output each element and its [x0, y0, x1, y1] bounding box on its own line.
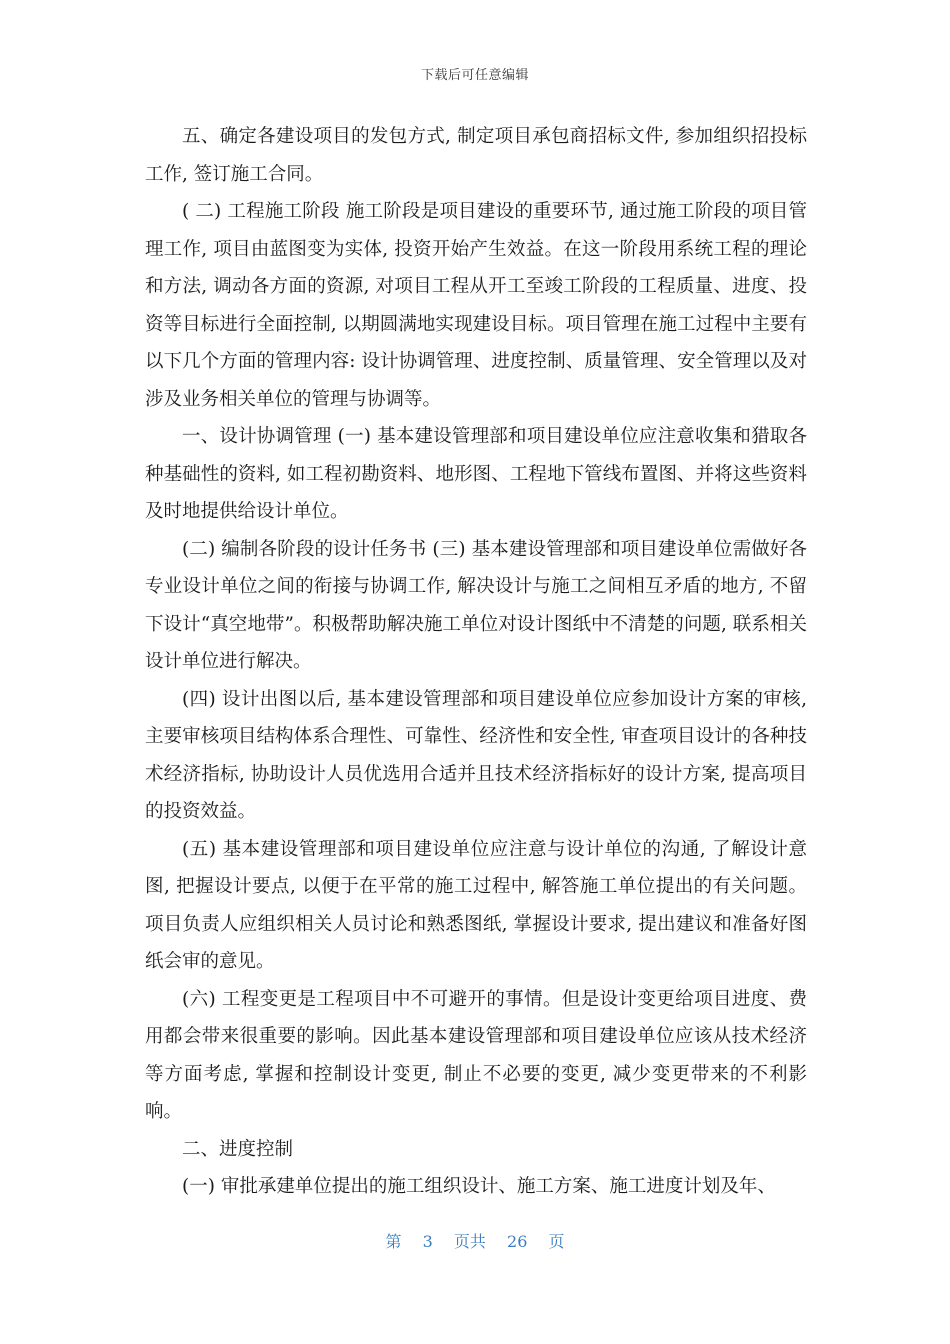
paragraph: (六) 工程变更是工程项目中不可避开的事情。但是设计变更给项目进度、费用都会带来很重要的影响。因此基本建设管理部和项目建设单位应该从技术经济等方面考虑, 掌握和控制设计变更, 制止不必要的变更, 减少变更带来的不利影响。 — [145, 988, 807, 1122]
total-unit: 页 — [548, 1232, 565, 1251]
page-unit: 页共 — [453, 1232, 486, 1251]
paragraph: (一) 审批承建单位提出的施工组织设计、施工方案、施工进度计划及年、 — [182, 1176, 776, 1197]
paragraph: (四) 设计出图以后, 基本建设管理部和项目建设单位应参加设计方案的审核, 主要审核项目结构体系合理性、可靠性、经济性和安全性, 审查项目设计的各种技术经济指标, 协助设计人员优选用合适并且技术经济指标好的设计方案, 提高项目的投资效益。 — [145, 688, 807, 822]
document-body — [145, 118, 807, 1206]
section-heading: 二、进度控制 — [182, 1138, 294, 1160]
page-number: 3 — [422, 1232, 433, 1251]
page-label: 第 — [385, 1232, 402, 1251]
paragraph: ( 二) 工程施工阶段 施工阶段是项目建设的重要环节, 通过施工阶段的项目管理工作, 项目由蓝图变为实体, 投资开始产生效益。在这一阶段用系统工程的理论和方法, 调动各方面的资源, 对项目工程从开工至竣工阶段的工程质量、进度、投资等目标进行全面控制, 以期圆满地实现建设目标。项目管理在施工过程中主要有以下几个方面的管理内容: 设计协调管理、进度控制、质量管理、安全管理以及对涉及业务相关单位的管理与协调等。 — [145, 201, 807, 410]
paragraph: (五) 基本建设管理部和项目建设单位应注意与设计单位的沟通, 了解设计意图, 把握设计要点, 以便于在平常的施工过程中, 解答施工单位提出的有关问题。项目负责人应组织相关人员讨论和熟悉图纸, 掌握设计要求, 提出建议和准备好图纸会审的意见。 — [145, 838, 807, 972]
paragraph: 一、设计协调管理 (一) 基本建设管理部和项目建设单位应注意收集和猎取各种基础性的资料, 如工程初勘资料、地形图、工程地下管线布置图、并将这些资料及时地提供给设计单位。 — [145, 426, 807, 522]
page-header: 下载后可任意编辑 — [420, 68, 529, 83]
paragraph: (二) 编制各阶段的设计任务书 (三) 基本建设管理部和项目建设单位需做好各专业设计单位之间的衔接与协调工作, 解决设计与施工之间相互矛盾的地方, 不留下设计“真空地带”。积极帮助解决施工单位对设计图纸中不清楚的问题, 联系相关设计单位进行解决。 — [145, 538, 807, 672]
page-footer — [0, 1229, 950, 1252]
paragraph: 五、确定各建设项目的发包方式, 制定项目承包商招标文件, 参加组织招投标工作, 签订施工合同。 — [145, 126, 807, 185]
total-pages: 26 — [507, 1232, 528, 1251]
